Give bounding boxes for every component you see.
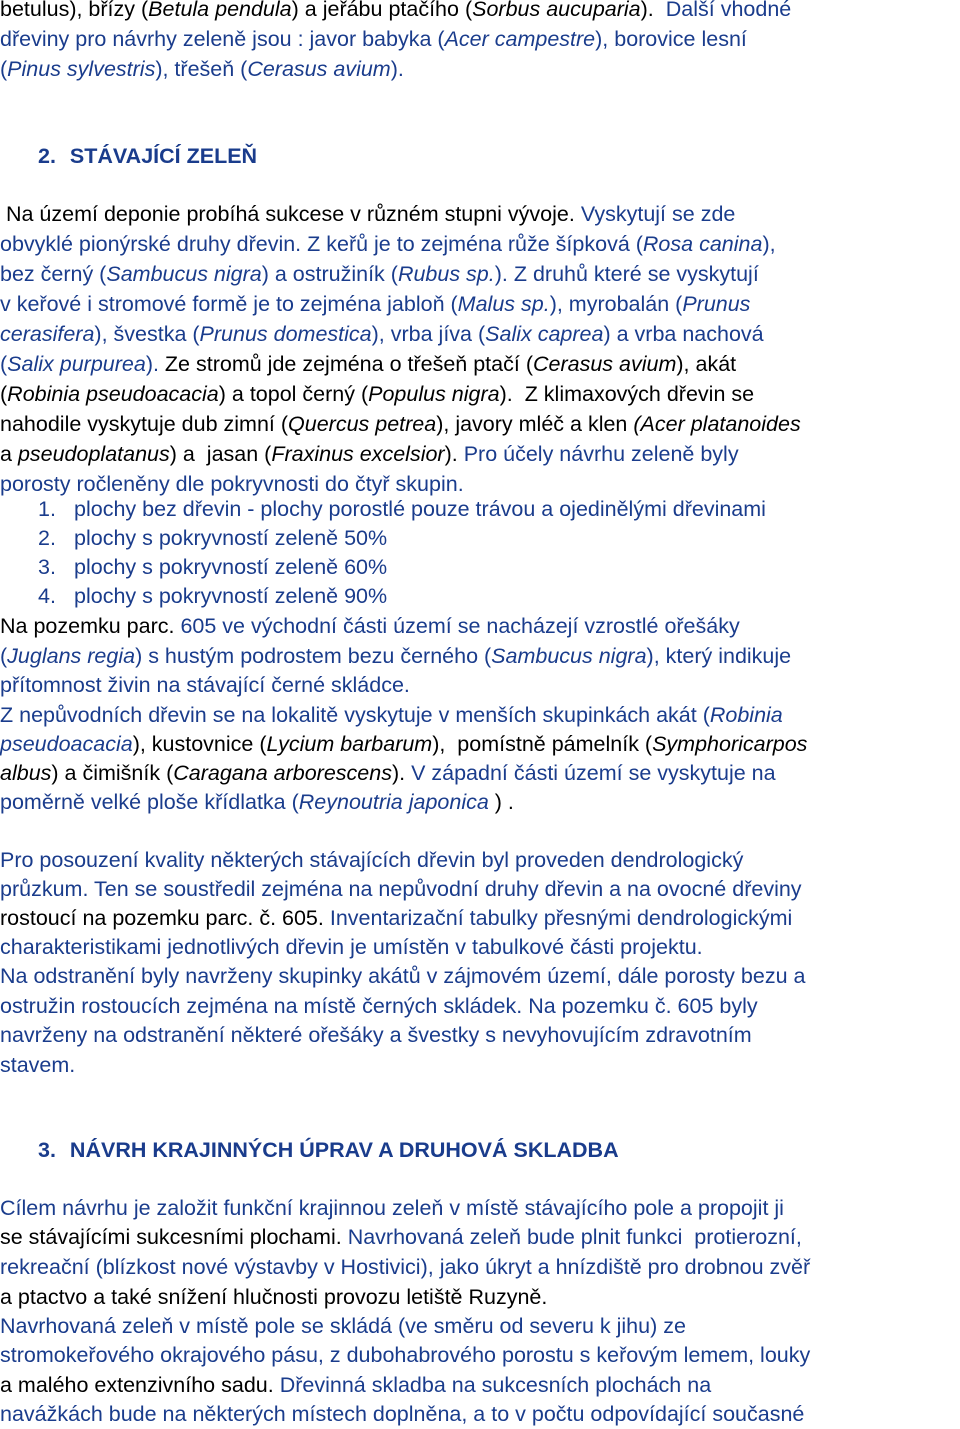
- text-run: Inventarizační tabulky přesnými dendrologickými: [329, 906, 793, 930]
- text-line: [0, 874, 802, 904]
- text-run: průzkum.: [0, 877, 94, 901]
- list-item: [38, 581, 387, 611]
- text-run: poměrně velké ploše křídlatka (: [0, 790, 299, 814]
- text-run: navážkách bude na některých místech doplněna, a to v počtu odpovídající současné: [0, 1402, 805, 1426]
- text-run: a: [0, 442, 18, 466]
- text-run: Prunus: [682, 292, 751, 316]
- section-heading: [38, 141, 257, 171]
- text-run: Dřevinná skladba na sukcesních plochách na: [279, 1373, 712, 1397]
- text-run: (: [0, 644, 8, 668]
- text-run: Prunus domestica: [199, 322, 372, 346]
- text-run: Na odstranění byly navrženy skupinky akátů v zájmovém území, dále porosty bezu a: [0, 964, 806, 988]
- text-line: [0, 641, 791, 671]
- text-run: ) a jeřábu ptačího (: [291, 0, 473, 21]
- text-line: [0, 199, 735, 229]
- section-title: NÁVRH KRAJINNÝCH ÚPRAV A DRUHOVÁ SKLADBA: [69, 1138, 619, 1162]
- text-run: Sorbus aucuparia: [472, 0, 641, 21]
- text-run: Cílem návrhu je založit funkční krajinnou zeleň v místě stávajícího pole a propojit ji: [0, 1196, 784, 1220]
- text-run: Sambucus nigra: [106, 262, 262, 286]
- text-run: betulus), břízy (: [0, 0, 149, 21]
- text-line: [0, 1222, 802, 1252]
- text-run: Pro posouzení kvality některých stávajících dřevin byl proveden dendrologický: [0, 848, 744, 872]
- text-run: (Acer platanoides: [633, 412, 801, 436]
- text-line: [0, 1252, 810, 1282]
- text-run: ), kustovnice (: [132, 732, 267, 756]
- text-line: [0, 229, 776, 259]
- text-run: Lycium barbarum: [266, 732, 433, 756]
- section-number: 2.: [38, 144, 56, 168]
- text-run: ).: [640, 0, 666, 21]
- list-text: plochy bez dřevin - plochy porostlé pouze trávou a ojedinělými dřevinami: [74, 497, 766, 521]
- text-line: [0, 259, 759, 289]
- text-run: Z druhů které se vyskytují: [513, 262, 759, 286]
- text-run: ).: [494, 262, 514, 286]
- text-run: Juglans regia: [7, 644, 136, 668]
- text-run: ), vrba jíva (: [371, 322, 486, 346]
- text-line: [0, 319, 764, 349]
- text-run: Cerasus avium: [532, 352, 677, 376]
- text-run: ), pomístně pámelník (: [432, 732, 653, 756]
- text-run: ),: [762, 232, 776, 256]
- list-item: [38, 552, 387, 582]
- text-line: [0, 289, 750, 319]
- list-text: plochy s pokryvností zeleně 50%: [74, 526, 388, 550]
- text-run: ).: [391, 761, 412, 785]
- text-line: [0, 903, 792, 933]
- text-run: Ze stromů jde zejména o třešeň ptačí (: [164, 352, 533, 376]
- text-run: Navrhovaná zeleň v místě pole se skládá (ve směru od severu k jihu) ze: [0, 1314, 686, 1338]
- text-run: rekreační (blízkost nové výstavby v Hostivici), jako úkryt a hnízdiště pro drobnou zvěř: [0, 1255, 811, 1279]
- text-run: Robinia pseudoacacia: [7, 382, 219, 406]
- text-run: a malého extenzivního sadu.: [0, 1373, 280, 1397]
- text-run: Pinus sylvestris: [7, 57, 156, 81]
- text-run: ) a čimišník (: [51, 761, 174, 785]
- text-line: [0, 1340, 810, 1370]
- text-run: (: [0, 382, 8, 406]
- text-run: Reynoutria japonica: [298, 790, 489, 814]
- text-run: Symphoricarpos: [652, 732, 808, 756]
- text-run: charakteristikami jednotlivých dřevin je umístěn v tabulkové části projektu.: [0, 935, 703, 959]
- text-run: ), třešeň (: [155, 57, 248, 81]
- text-line: [0, 1050, 75, 1080]
- text-run: Další vhodné: [665, 0, 792, 21]
- text-run: obvyklé pionýrské druhy dřevin.: [0, 232, 308, 256]
- text-run: (: [0, 57, 8, 81]
- list-number: 3.: [38, 555, 56, 579]
- text-line: [0, 409, 801, 439]
- text-run: Caragana arborescens: [173, 761, 392, 785]
- text-run: ) .: [488, 790, 514, 814]
- text-run: Rosa canina: [642, 232, 763, 256]
- text-run: ).: [145, 352, 165, 376]
- text-line: [0, 700, 783, 730]
- list-number: 1.: [38, 497, 56, 521]
- text-line: [0, 0, 791, 24]
- text-run: bez černý (: [0, 262, 107, 286]
- text-run: ), borovice lesní: [595, 27, 747, 51]
- text-run: pseudoacacia: [0, 732, 133, 756]
- text-run: Cerasus avium: [247, 57, 391, 81]
- text-run: Z nepůvodních dřevin se na lokalitě vyskytuje v menších skupinkách akát (: [0, 703, 710, 727]
- text-run: a ptactvo a také snížení hlučnosti provozu letiště Ruzyně.: [0, 1285, 548, 1309]
- text-run: Salix caprea: [485, 322, 604, 346]
- text-run: navrženy na odstranění některé ořešáky a švestky s nevyhovujícím zdravotním: [0, 1023, 752, 1047]
- text-run: stromokeřového okrajového pásu, z dubohabrového porostu s keřovým lemem, louky: [0, 1343, 811, 1367]
- text-run: Robinia: [709, 703, 783, 727]
- text-run: ) a vrba nachová: [603, 322, 764, 346]
- text-run: Rubus sp.: [397, 262, 495, 286]
- text-run: ), javory mléč a klen: [436, 412, 634, 436]
- text-run: 605 ve východní části území se nacházejí vzrostlé ořešáky: [180, 614, 740, 638]
- text-line: [0, 439, 739, 469]
- text-line: [0, 991, 758, 1021]
- text-run: přítomnost živin na stávající černé skládce.: [0, 673, 410, 697]
- text-line: [0, 961, 805, 991]
- text-run: nahodile vyskytuje dub zimní (: [0, 412, 289, 436]
- text-run: Sambucus nigra: [491, 644, 647, 668]
- text-run: ).: [444, 442, 464, 466]
- text-line: [0, 1311, 686, 1341]
- text-run: Salix purpurea: [7, 352, 146, 376]
- text-run: Z keřů je to zejména růže šípková (: [307, 232, 643, 256]
- text-run: Na území deponie probíhá sukcese v různém stupni vývoje.: [0, 202, 581, 226]
- text-run: Na pozemku parc.: [0, 614, 181, 638]
- text-line: [0, 1282, 547, 1312]
- text-line: [0, 24, 747, 54]
- text-run: Betula pendula: [148, 0, 292, 21]
- text-run: Malus sp.: [457, 292, 550, 316]
- text-run: ). Z klimaxových dřevin se: [499, 382, 755, 406]
- text-run: Pro účely návrhu zeleně byly: [463, 442, 739, 466]
- section-number: 3.: [38, 1138, 56, 1162]
- list-text: plochy s pokryvností zeleně 90%: [74, 584, 388, 608]
- text-run: Populus nigra: [368, 382, 500, 406]
- text-run: Na pozemku č. 605 byly: [528, 994, 758, 1018]
- text-line: [0, 349, 736, 379]
- list-text: plochy s pokryvností zeleně 60%: [74, 555, 388, 579]
- text-run: ostružin rostoucích zejména na místě černých skládek.: [0, 994, 529, 1018]
- text-line: [0, 1370, 711, 1400]
- text-run: dřeviny pro návrhy zeleně jsou : javor babyka (: [0, 27, 445, 51]
- text-run: se stávajícími sukcesními plochami.: [0, 1225, 348, 1249]
- text-line: [0, 758, 776, 788]
- text-run: pseudoplatanus: [17, 442, 170, 466]
- text-line: [0, 670, 410, 700]
- text-line: [0, 1020, 752, 1050]
- text-run: v keřové i stromové formě je to zejména jabloň (: [0, 292, 458, 316]
- text-run: ) a topol černý (: [218, 382, 369, 406]
- text-run: ), který indikuje: [646, 644, 792, 668]
- text-run: Acer campestre: [444, 27, 596, 51]
- text-line: [0, 611, 740, 641]
- text-line: [0, 1193, 784, 1223]
- list-item: [38, 494, 766, 524]
- text-line: [0, 729, 807, 759]
- text-run: ) s hustým podrostem bezu černého (: [135, 644, 492, 668]
- text-run: Ten se soustředil zejména na nepůvodní druhy dřevin a na ovocné dřeviny: [94, 877, 802, 901]
- text-run: Navrhovaná zeleň bude plnit funkci protierozní,: [347, 1225, 802, 1249]
- list-number: 4.: [38, 584, 56, 608]
- text-run: ) a jasan (: [169, 442, 272, 466]
- text-run: ), švestka (: [94, 322, 200, 346]
- text-line: [0, 379, 754, 409]
- text-run: cerasifera: [0, 322, 95, 346]
- list-item: [38, 523, 387, 553]
- text-line: [0, 932, 703, 962]
- section-title: STÁVAJÍCÍ ZELEŇ: [69, 144, 258, 168]
- text-run: ) a ostružiník (: [261, 262, 398, 286]
- text-run: rostoucí na pozemku parc. č. 605.: [0, 906, 330, 930]
- text-run: ), myrobalán (: [549, 292, 683, 316]
- text-line: [0, 1399, 804, 1429]
- text-run: ), akát: [676, 352, 737, 376]
- text-run: stavem.: [0, 1053, 76, 1077]
- text-run: porosty ročleněny dle pokryvnosti do čtyř skupin.: [0, 472, 464, 496]
- text-line: [0, 787, 514, 817]
- text-run: Quercus petrea: [288, 412, 437, 436]
- text-run: Fraxinus excelsior: [271, 442, 445, 466]
- list-number: 2.: [38, 526, 56, 550]
- text-run: V západní části území se vyskytuje na: [411, 761, 776, 785]
- text-run: ).: [390, 57, 404, 81]
- text-line: [0, 845, 743, 875]
- text-run: Vyskytují se zde: [580, 202, 736, 226]
- text-run: (: [0, 352, 8, 376]
- text-run: albus: [0, 761, 52, 785]
- section-heading: [38, 1135, 619, 1165]
- text-line: [0, 54, 404, 84]
